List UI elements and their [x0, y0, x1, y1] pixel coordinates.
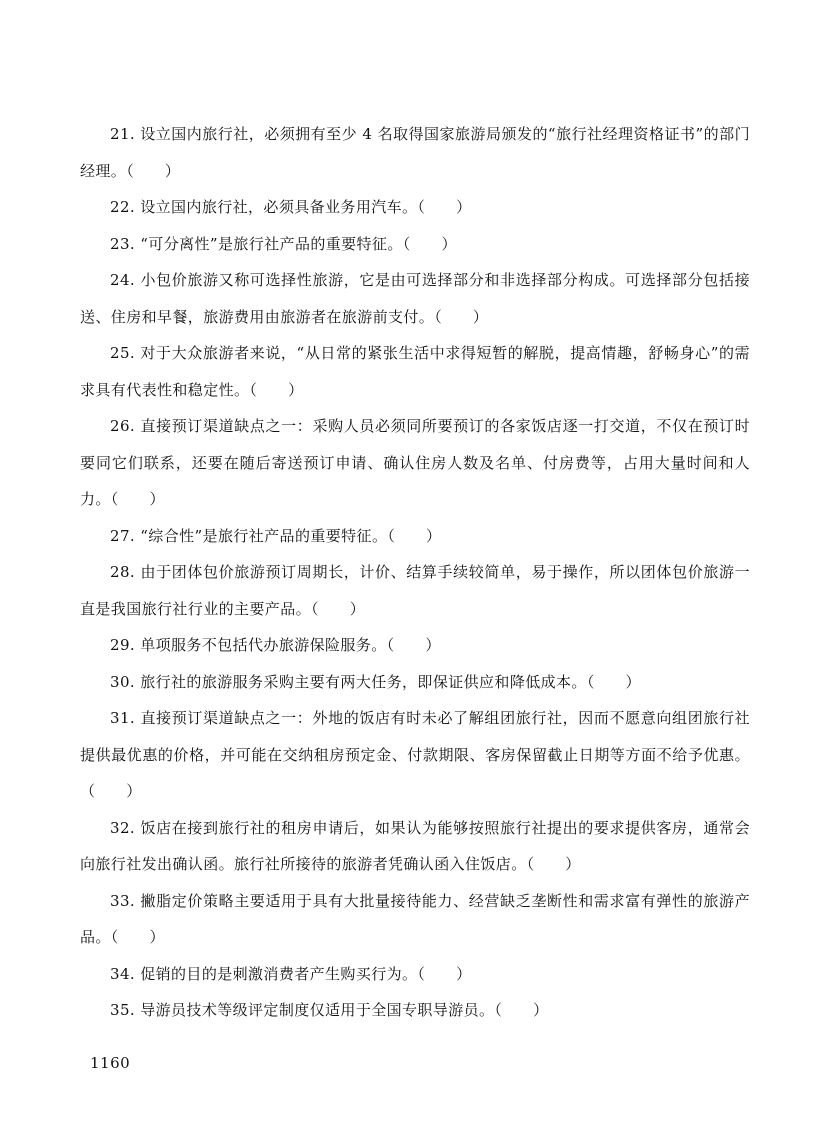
page-number: 1160 [90, 1054, 131, 1072]
question-24: 24. 小包价旅游又称可选择性旅游，它是由可选择部分和非选择部分构成。可选择部分包括接送、住房和早餐，旅游费用由旅游者在旅游前支付。（ ） [80, 271, 750, 326]
question-23: 23. “可分离性”是旅行社产品的重要特征。（ ） [110, 234, 457, 253]
question-26: 26. 直接预订渠道缺点之一：采购人员必须同所要预订的各家饭店逐一打交道，不仅在预订时要同它们联系，还要在随后寄送预订申请、确认住房人数及名单、付房费等，占用大量时间和人力。（ ） [80, 417, 750, 508]
question-32: 32. 饭店在接到旅行社的租房申请后，如果认为能够按照旅行社提出的要求提供客房，通常会向旅行社发出确认函。旅行社所接待的旅游者凭确认函入住饭店。（ ） [80, 818, 750, 873]
question-21: 21. 设立国内旅行社，必须拥有至少 4 名取得国家旅游局颁发的“旅行社经理资格证书”的部门经理。（ ） [80, 125, 750, 180]
question-list [80, 116, 750, 1029]
question-35: 35. 导游员技术等级评定制度仅适用于全国专职导游员。（ ） [110, 1001, 549, 1019]
question-30: 30. 旅行社的旅游服务采购主要有两大任务，即保证供应和降低成本。（ ） [110, 672, 641, 691]
question-22: 22. 设立国内旅行社，必须具备业务用汽车。（ ） [110, 198, 472, 216]
question-33: 33. 撇脂定价策略主要适用于具有大批量接待能力、经营缺乏垄断性和需求富有弹性的旅游产品。（ ） [80, 891, 750, 946]
question-34: 34. 促销的目的是刺激消费者产生购买行为。（ ） [110, 964, 472, 983]
question-25: 25. 对于大众旅游者来说，“从日常的紧张生活中求得短暂的解脱，提高情趣，舒畅身心”的需求具有代表性和稳定性。（ ） [80, 344, 750, 399]
question-27: 27. “综合性”是旅行社产品的重要特征。（ ） [110, 526, 442, 545]
question-29: 29. 单项服务不包括代办旅游保险服务。（ ） [110, 636, 441, 654]
question-31: 31. 直接预订渠道缺点之一：外地的饭店有时未必了解组团旅行社，因而不愿意向组团旅行社提供最优惠的价格，并可能在交纳租房预定金、付款期限、客房保留截止日期等方面不给予优惠。（ ） [80, 709, 750, 800]
question-28: 28. 由于团体包价旅游预订周期长，计价、结算手续较简单，易于操作，所以团体包价旅游一直是我国旅行社行业的主要产品。（ ） [80, 563, 750, 618]
